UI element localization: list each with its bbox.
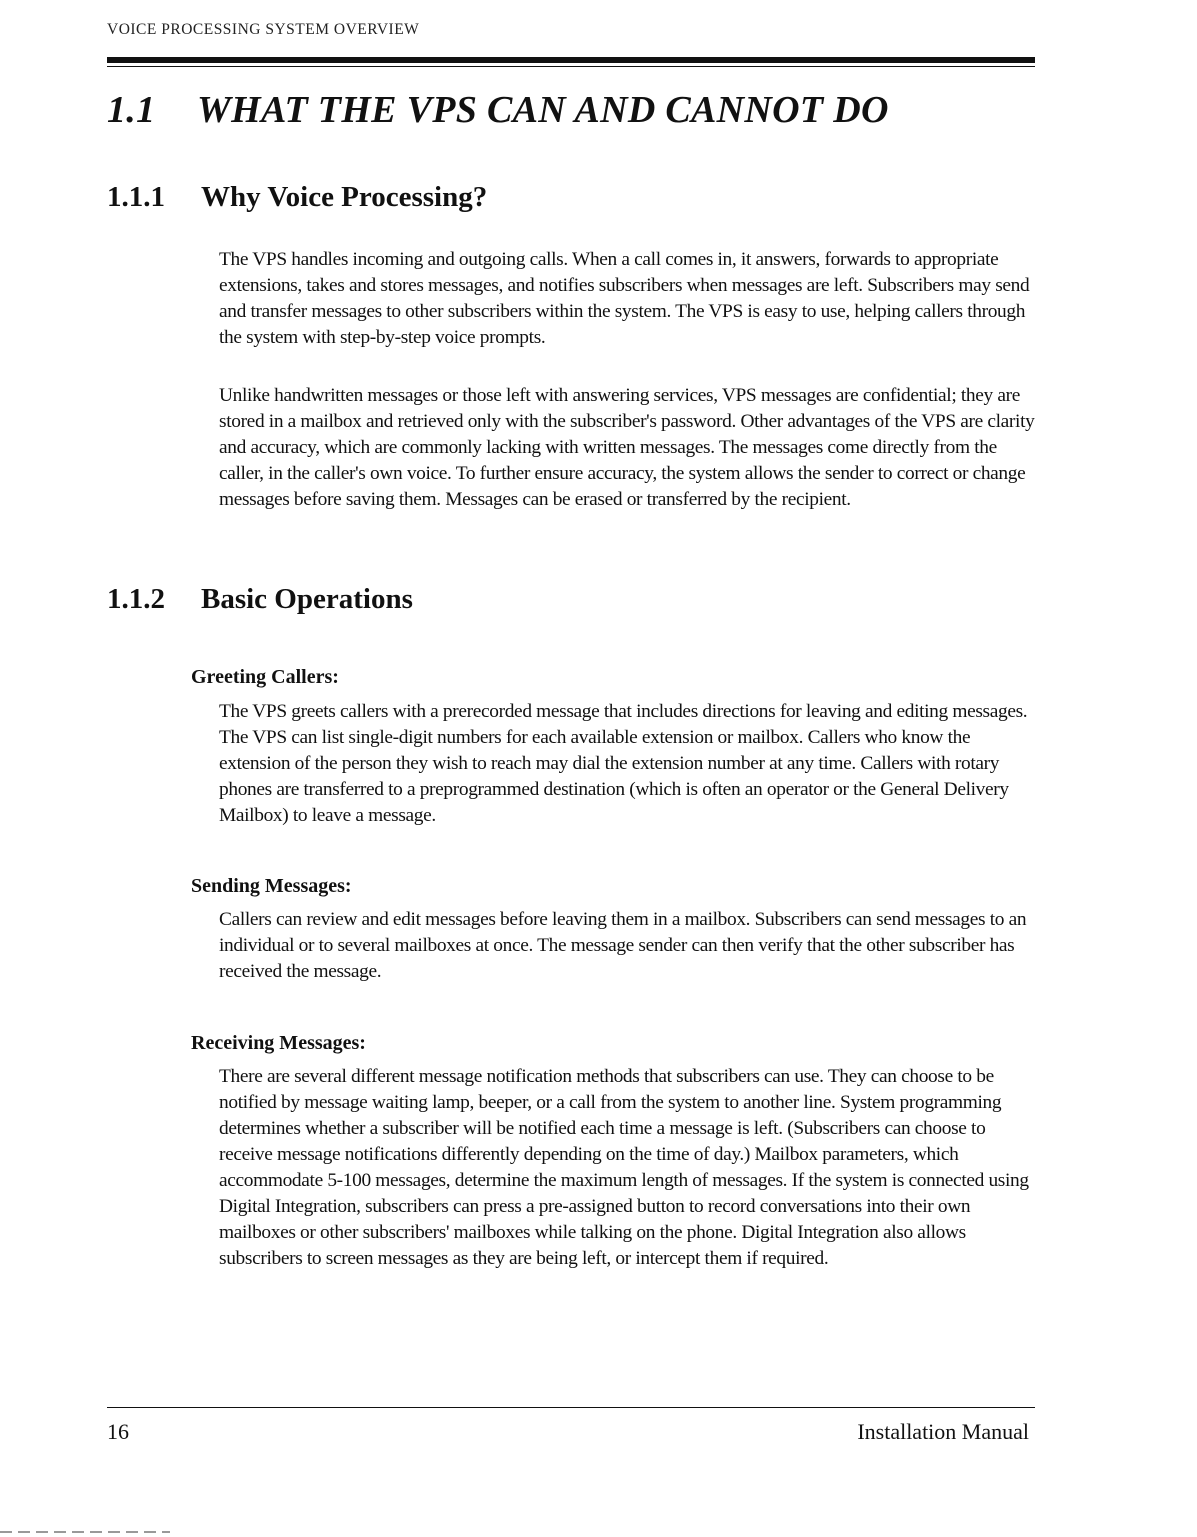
footer-rule [107, 1407, 1035, 1408]
paragraph-confidential-messages: Unlike handwritten messages or those left with answering services, VPS messages are confidential; they are stored in a mailbox and retrieved only with the subscriber's password. Other advantages of the VPS are clarity and accuracy, which are commonly lacking with written messages. The messages come directly from the caller, in the caller's own voice. To further ensure accuracy, the system allows the sender to correct or change messages before saving them. Messages can be erased or transferred by the recipient. [219, 385, 1035, 510]
subsection-title-why-voice-processing [107, 181, 487, 214]
section-title [107, 88, 889, 132]
operation-heading-sending-messages: Sending Messages: [191, 875, 352, 897]
footer-document-title: Installation Manual [857, 1419, 1029, 1444]
page-number: 16 [107, 1419, 129, 1444]
scan-artifact [0, 1531, 170, 1533]
running-header: VOICE PROCESSING SYSTEM OVERVIEW [107, 21, 420, 38]
operation-heading-greeting-callers: Greeting Callers: [191, 666, 339, 688]
header-rule-thin [107, 66, 1035, 67]
header-rule-thick [107, 57, 1035, 63]
operation-heading-receiving-messages: Receiving Messages: [191, 1032, 366, 1054]
subsection-title-text: Basic Operations [201, 583, 413, 615]
subsection-number: 1.1.2 [107, 583, 165, 615]
subsection-title-text: Why Voice Processing? [201, 181, 488, 213]
paragraph-vps-handles-calls: The VPS handles incoming and outgoing calls. When a call comes in, it answers, forwards to appropriate extensions, takes and stores messages, and notifies subscribers when messages are left. Subscribers may send and transfer messages to other subscribers within the system. The VPS is easy to use, helping callers through the system with step-by-step voice prompts. [219, 249, 1030, 348]
subsection-title-basic-operations [107, 583, 413, 616]
operation-text-receiving-messages: There are several different message notification methods that subscribers can use. They can choose to be notified by message waiting lamp, beeper, or a call from the system to another line. System programming determines whether a subscriber will be notified each time a message is left. (Subscribers can choose to receive message notifications differently depending on the time of day.) Mailbox parameters, which accommodate 5-100 messages, determine the maximum length of messages. If the system is connected using Digital Integration, subscribers can press a pre-assigned button to record conversations into their own mailboxes or other subscribers' mailboxes while talking on the phone. Digital Integration also allows subscribers to screen messages as they are being left, or intercept them if required. [219, 1066, 1029, 1269]
subsection-number: 1.1.1 [107, 181, 165, 213]
operation-text-greeting-callers: The VPS greets callers with a prerecorded message that includes directions for leaving and editing messages. The VPS can list single-digit numbers for each available extension or mailbox. Callers who know the extension of the person they wish to reach may dial the extension number at any time. Callers with rotary phones are transferred to a preprogrammed destination (which is often an operator or the General Delivery Mailbox) to leave a message. [219, 701, 1028, 826]
section-number: 1.1 [107, 89, 156, 131]
section-title-text: WHAT THE VPS CAN AND CANNOT DO [197, 89, 889, 131]
operation-text-sending-messages: Callers can review and edit messages before leaving them in a mailbox. Subscribers can send messages to an individual or to several mailboxes at once. The message sender can then verify that the other subscriber has received the message. [219, 909, 1027, 982]
